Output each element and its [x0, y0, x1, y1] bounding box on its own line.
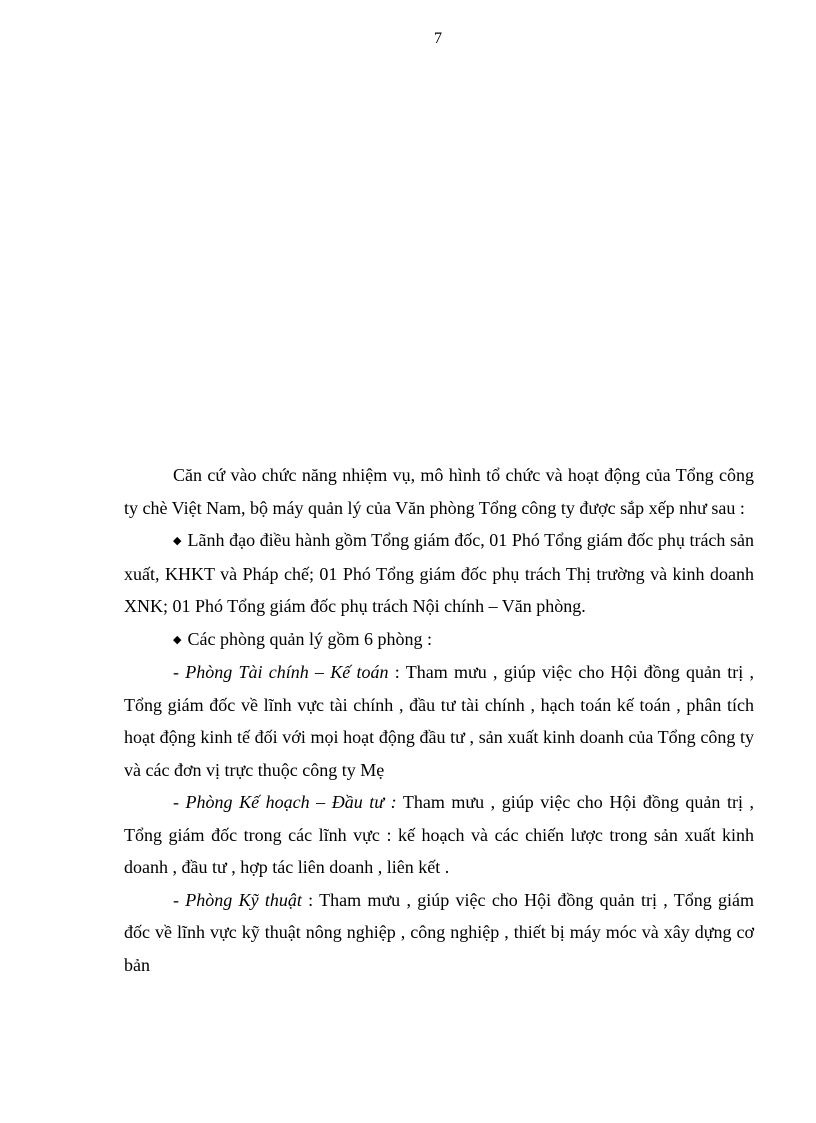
- dept-prefix: -: [173, 792, 186, 812]
- diamond-bullet-icon: ◆: [173, 535, 182, 547]
- bullet-text: Các phòng quản lý gồm 6 phòng :: [187, 628, 432, 649]
- department-technical: [124, 884, 754, 982]
- dept-name: Phòng Kế hoạch – Đầu tư :: [185, 792, 397, 812]
- dept-description: Tham mưu , giúp việc cho Hội đồng quản trị , Tổng giám đốc trong các lĩnh vực : kế hoạch và các chiến lược trong sản xuất kinh doanh , đầu tư , hợp tác liên doanh , liên kết .: [124, 792, 755, 877]
- bullet-item-departments: [124, 623, 754, 657]
- page-number: 7: [434, 30, 442, 47]
- bullet-item-leadership: [124, 524, 754, 623]
- dept-prefix: -: [173, 889, 186, 910]
- dept-prefix: -: [173, 662, 186, 682]
- dept-name: Phòng Tài chính – Kế toán: [185, 662, 389, 682]
- intro-paragraph: Căn cứ vào chức năng nhiệm vụ, mô hình tổ chức và hoạt động của Tổng công ty chè Việt Nam, bộ máy quản lý của Văn phòng Tổng công ty được sắp xếp như sau :: [124, 465, 754, 518]
- document-body: [124, 459, 754, 981]
- dept-description: : Tham mưu , giúp việc cho Hội đồng quản trị , Tổng giám đốc về lĩnh vực tài chính , đầu tư tài chính , hạch toán kế toán , phân tích hoạt động kinh tế đối với mọi hoạt động đầu tư , sản xuất kinh doanh của Tổng công ty và các đơn vị trực thuộc công ty Mẹ: [124, 662, 755, 780]
- department-finance: [124, 656, 754, 786]
- department-planning: [124, 786, 754, 884]
- diamond-bullet-icon: ◆: [173, 633, 182, 646]
- dept-description: : Tham mưu , giúp việc cho Hội đồng quản trị , Tổng giám đốc về lĩnh vực kỹ thuật nông nghiệp , công nghiệp , thiết bị máy móc và xây dựng cơ bản: [124, 889, 754, 975]
- dept-name: Phòng Kỹ thuật: [185, 889, 302, 910]
- bullet-text: Lãnh đạo điều hành gồm Tổng giám đốc, 01 Phó Tổng giám đốc phụ trách sản xuất, KHKT và Pháp chế; 01 Phó Tổng giám đốc phụ trách Thị trường và kinh doanh XNK; 01 Phó Tổng giám đốc phụ trách Nội chính – Văn phòng.: [124, 530, 754, 616]
